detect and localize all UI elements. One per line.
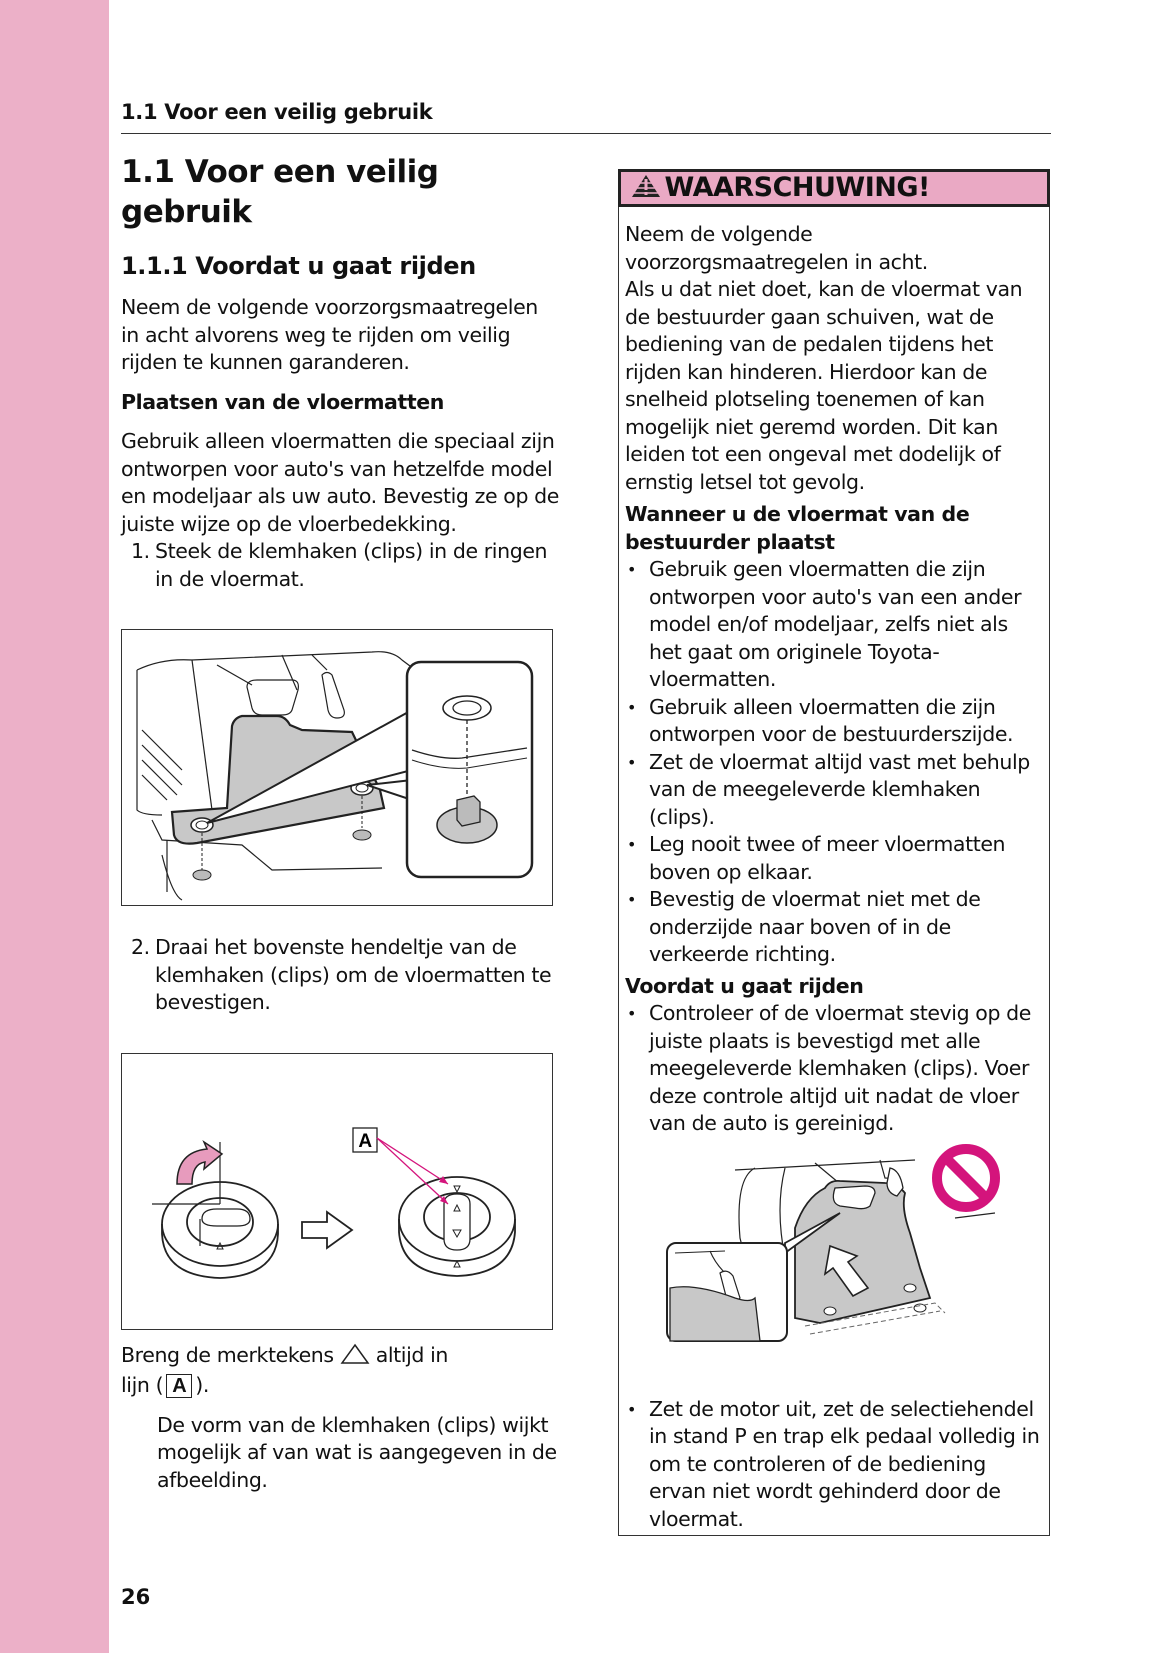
clip-rotation-illustration bbox=[122, 1054, 552, 1329]
warning-box bbox=[618, 169, 1050, 1536]
prohibition-icon bbox=[930, 1142, 1002, 1214]
list-item: • Leg nooit twee of meer vloermatten boven op elkaar. bbox=[625, 831, 1041, 886]
list-item: • Zet de vloermat altijd vast met behulp van de meegeleverde klemhaken (clips). bbox=[625, 749, 1041, 832]
align-marks-text bbox=[121, 1342, 561, 1400]
floor-mat-heading: Plaatsen van de vloermatten bbox=[121, 389, 444, 414]
floor-mat-paragraph: Gebruik alleen vloermatten die speciaal zijn ontworpen voor auto's van hetzelfde model en modeljaar als uw auto. Bevestig ze op de juiste wijze op de vloerbedekking. bbox=[121, 429, 560, 536]
page-number: 26 bbox=[121, 1585, 151, 1609]
triangle-mark-icon bbox=[340, 1343, 370, 1373]
warning-consequence: Als u dat niet doet, kan de vloermat van de bestuurder gaan schuiven, wat de bediening van de pedalen tijdens het rijden kan hinderen. Hierdoor kan de snelheid plotseling toenemen of kan mogelijk niet geremd worden. Dit kan leiden tot een ongeval met dodelijk of ernstig letsel tot gevolg. bbox=[625, 277, 1023, 494]
step-number: 1. bbox=[131, 539, 150, 563]
align-text-line2-after: ). bbox=[195, 1373, 209, 1397]
figure-clip-rotation bbox=[121, 1053, 553, 1330]
step-2 bbox=[131, 934, 561, 1017]
section-title: 1.1 Voor een veilig gebruik bbox=[121, 154, 439, 230]
subsection-title: 1.1.1 Voordat u gaat rijden bbox=[121, 252, 476, 280]
align-text-line2-before: lijn ( bbox=[121, 1373, 164, 1397]
warning-list-before-driving bbox=[625, 1000, 1041, 1138]
warning-section-heading-placing: Wanneer u de vloermat van de bestuurder plaatst bbox=[625, 502, 970, 554]
left-column bbox=[121, 148, 561, 1494]
running-header: 1.1 Voor een veilig gebruik bbox=[121, 100, 433, 124]
figure-floor-mat-clips bbox=[121, 629, 553, 906]
intro-paragraph: Neem de volgende voorzorgsmaatregelen in acht alvorens weg te rijden om veilig rijden te kunnen garanderen. bbox=[121, 295, 538, 374]
step-number: 2. bbox=[131, 935, 150, 959]
chapter-sidebar-tab bbox=[0, 0, 109, 1653]
clip-shape-note: De vorm van de klemhaken (clips) wijkt mogelijk af van wat is aangegeven in de afbeelding. bbox=[157, 1412, 557, 1492]
warning-list-check-pedals bbox=[625, 1396, 1041, 1534]
warning-list-placing bbox=[625, 556, 1041, 969]
list-item: • Controleer of de vloermat stevig op de juiste plaats is bevestigd met alle meegeleverde klemhaken (clips). Voer deze controle altijd uit nadat de vloer van de auto is gereinigd. bbox=[625, 1000, 1041, 1138]
warning-triangle-icon bbox=[631, 174, 661, 202]
warning-header bbox=[618, 169, 1050, 207]
header-divider bbox=[121, 133, 1051, 134]
step-text: Steek de klemhaken (clips) in de ringen in de vloermat. bbox=[155, 539, 548, 591]
list-item: • Gebruik alleen vloermatten die zijn ontworpen voor de bestuurderszijde. bbox=[625, 694, 1041, 749]
callout-label-a-inline: A bbox=[166, 1374, 192, 1398]
figure-misplaced-mat bbox=[665, 1148, 995, 1348]
callout-label-a: A bbox=[358, 1130, 372, 1152]
list-item: • Gebruik geen vloermatten die zijn ontworpen voor auto's van een ander model en/of modeljaar, zelfs niet als het gaat om originele Toyota-vloermatten. bbox=[625, 556, 1041, 694]
list-item: • Bevestig de vloermat niet met de onderzijde naar boven of in de verkeerde richting. bbox=[625, 886, 1041, 969]
warning-intro: Neem de volgende voorzorgsmaatregelen in acht. bbox=[625, 222, 928, 274]
warning-body bbox=[625, 221, 1041, 1537]
list-item: • Zet de motor uit, zet de selectiehendel in stand P en trap elk pedaal volledig in om te controleren of de bediening ervan niet wordt gehinderd door de vloermat. bbox=[625, 1396, 1041, 1534]
warning-title: WAARSCHUWING! bbox=[664, 172, 930, 203]
floor-mat-illustration bbox=[122, 630, 552, 905]
warning-section-heading-before-driving: Voordat u gaat rijden bbox=[625, 973, 864, 998]
align-text-before: Breng de merktekens bbox=[121, 1342, 334, 1367]
step-text: Draai het bovenste hendeltje van de klemhaken (clips) om de vloermatten te bevestigen. bbox=[155, 935, 552, 1014]
align-text-after: altijd in bbox=[375, 1342, 448, 1367]
step-1 bbox=[131, 538, 561, 593]
